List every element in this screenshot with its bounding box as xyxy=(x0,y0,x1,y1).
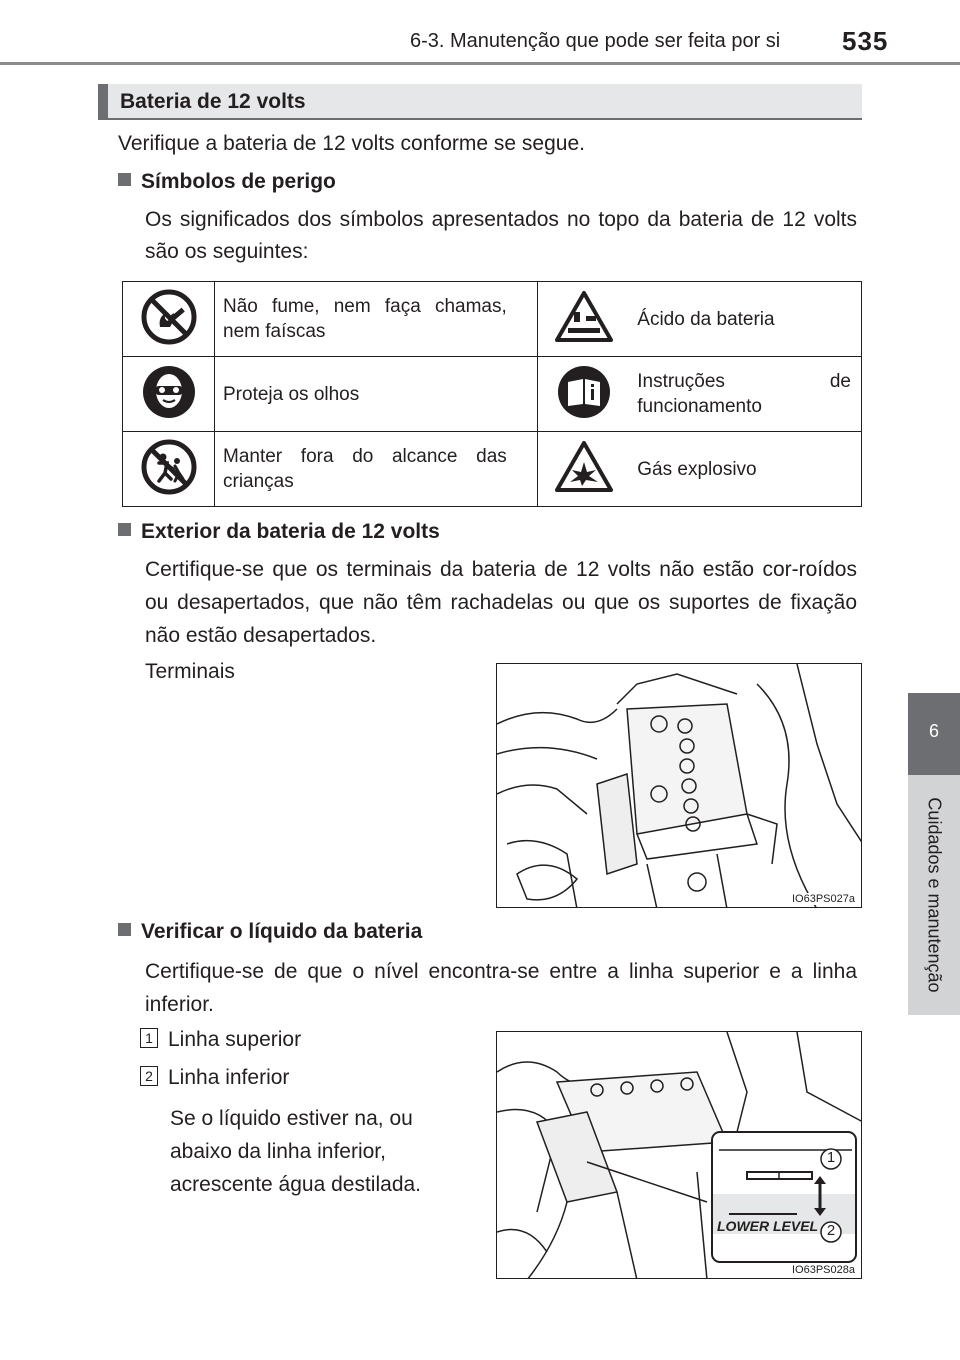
list-item xyxy=(140,1024,301,1056)
lower-level-label: LOWER LEVEL xyxy=(717,1218,819,1234)
exterior-text: Certifique-se que os terminais da bateria de 12 volts não estão cor-roídos ou desapertados, que não têm rachadelas ou que os suportes de fixação não estão desapertados. xyxy=(145,558,857,647)
intro-text: Verifique a bateria de 12 volts conforme se segue. xyxy=(118,132,585,155)
chapter-tab-title: Cuidados e manutenção xyxy=(924,797,945,993)
explosive-gas-icon xyxy=(537,432,629,507)
bullet-square-icon xyxy=(118,523,131,536)
section-title-bar xyxy=(98,84,862,120)
fluid-note: Se o líquido estiver na, ou abaixo da linha inferior, acrescente água destilada. xyxy=(170,1107,422,1196)
symbol-label: Não fume, nem faça chamas, nem faíscas xyxy=(215,282,538,357)
fluid-heading xyxy=(118,917,422,947)
callout-1: 1 xyxy=(826,1149,836,1166)
symbol-label: Proteja os olhos xyxy=(215,357,538,432)
exterior-heading-label: Exterior da bateria de 12 volts xyxy=(141,520,440,543)
symbol-label: Instruções de funcionamento xyxy=(629,357,861,432)
battery-acid-icon xyxy=(537,282,629,357)
chapter-tab-number: 6 xyxy=(908,693,960,775)
fluid-heading-label: Verificar o líquido da bateria xyxy=(141,920,423,943)
operating-instructions-icon xyxy=(537,357,629,432)
no-smoking-icon xyxy=(123,282,215,357)
header-divider xyxy=(0,62,960,65)
table-row xyxy=(123,432,862,507)
hazard-heading-label: Símbolos de perigo xyxy=(141,170,336,193)
table-row xyxy=(123,357,862,432)
bullet-square-icon xyxy=(118,923,131,936)
eye-protection-icon xyxy=(123,357,215,432)
hazard-symbols-table xyxy=(122,281,862,507)
figure-code: IO63PS028a xyxy=(792,1264,855,1276)
chapter-tab xyxy=(908,775,960,1015)
hazard-text: Os significados dos símbolos apresentados no topo da bateria de 12 volts são os seguintes: xyxy=(145,208,857,263)
callout-2: 2 xyxy=(826,1222,836,1239)
symbol-label: Manter fora do alcance das crianças xyxy=(215,432,538,507)
hazard-heading xyxy=(118,167,336,197)
table-row xyxy=(123,282,862,357)
running-header: 6-3. Manutenção que pode ser feita por si xyxy=(410,30,781,52)
symbol-label: Gás explosivo xyxy=(629,432,861,507)
keep-away-from-children-icon xyxy=(123,432,215,507)
item-label: Linha superior xyxy=(168,1028,302,1051)
section-title: Bateria de 12 volts xyxy=(120,90,306,113)
item-number: 2 xyxy=(140,1066,158,1086)
page-number: 535 xyxy=(842,26,889,56)
fluid-text: Certifique-se de que o nível encontra-se entre a linha superior e a linha inferior. xyxy=(145,960,857,1016)
bullet-square-icon xyxy=(118,173,131,186)
terminals-label: Terminais xyxy=(145,660,235,683)
item-number: 1 xyxy=(140,1028,158,1048)
exterior-heading xyxy=(118,517,440,547)
battery-terminals-figure xyxy=(496,663,862,908)
figure-code: IO63PS027a xyxy=(792,893,855,905)
item-label: Linha inferior xyxy=(168,1066,290,1089)
battery-fluid-figure xyxy=(496,1031,862,1279)
list-item xyxy=(140,1062,289,1094)
symbol-label: Ácido da bateria xyxy=(629,282,861,357)
